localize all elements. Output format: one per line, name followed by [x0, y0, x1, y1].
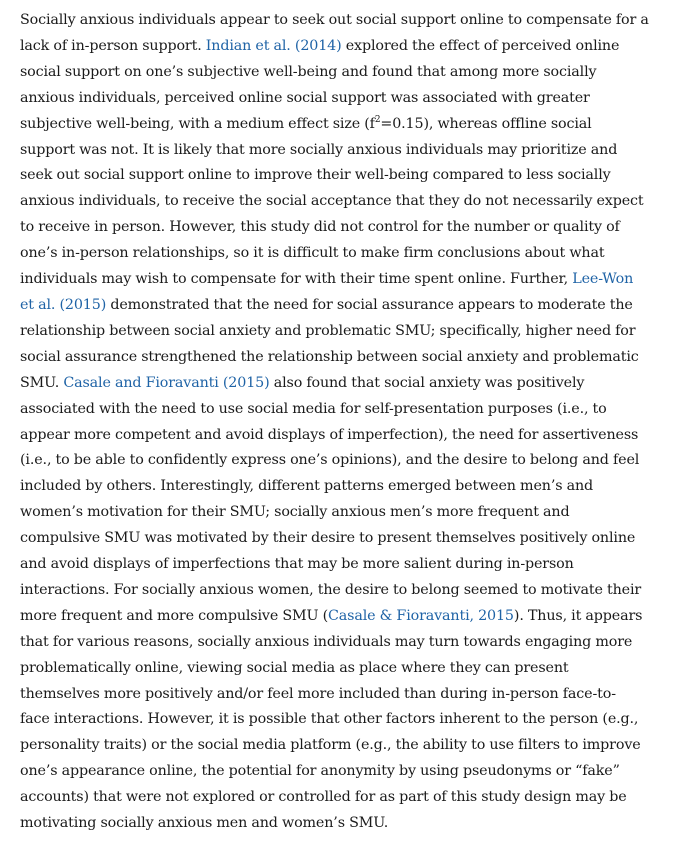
text-line — [20, 163, 680, 189]
text-line — [20, 682, 680, 708]
text-line — [20, 319, 680, 345]
text-segment: more frequent and more compulsive SMU ( — [20, 607, 328, 624]
text-line — [20, 345, 680, 371]
text-segment: subjective well-being, with a medium effect size (f — [20, 115, 375, 132]
text-line — [20, 397, 680, 423]
citation-link[interactable]: Indian et al. (2014) — [205, 37, 342, 54]
text-line — [20, 371, 680, 397]
text-segment: social support on one’s subjective well-being and found that among more socially — [20, 63, 597, 80]
text-segment: explored the effect of perceived online — [341, 37, 620, 54]
text-line — [20, 112, 680, 138]
text-line — [20, 759, 680, 785]
text-line — [20, 500, 680, 526]
citation-link[interactable]: et al. (2015) — [20, 296, 107, 313]
text-line — [20, 215, 680, 241]
text-segment: women’s motivation for their SMU; socially anxious men’s more frequent and — [20, 504, 570, 521]
text-segment: anxious individuals, to receive the social acceptance that they do not necessarily expect — [20, 193, 644, 210]
text-segment: that for various reasons, socially anxious individuals may turn towards engaging more — [20, 633, 633, 650]
text-segment: appear more competent and avoid displays of imperfection), the need for assertiveness — [20, 426, 639, 443]
body-paragraph — [20, 8, 680, 837]
citation-link[interactable]: Casale and Fioravanti (2015) — [63, 374, 270, 391]
text-segment: and avoid displays of imperfections that may be more salient during in-person — [20, 556, 574, 573]
text-segment: to receive in person. However, this study did not control for the number or quality of — [20, 219, 620, 236]
text-segment: personality traits) or the social media platform (e.g., the ability to use filters to improve — [20, 737, 641, 754]
text-segment: relationship between social anxiety and problematic SMU; specifically, higher need for — [20, 322, 636, 339]
text-line — [20, 811, 680, 837]
text-line — [20, 785, 680, 811]
text-line — [20, 474, 680, 500]
superscript: 2 — [374, 114, 381, 125]
text-segment: compulsive SMU was motivated by their desire to present themselves positively online — [20, 530, 636, 547]
text-line — [20, 552, 680, 578]
text-segment: social assurance strengthened the relationship between social anxiety and problematic — [20, 348, 639, 365]
text-line — [20, 8, 680, 34]
text-segment: themselves more positively and/or feel more included than during in-person face-to- — [20, 685, 616, 702]
text-line — [20, 34, 680, 60]
text-line — [20, 656, 680, 682]
text-segment: (i.e., to be able to confidently express one’s opinions), and the desire to belong and feel — [20, 452, 640, 469]
text-segment: support was not. It is likely that more socially anxious individuals may prioritize and — [20, 141, 618, 158]
text-segment: motivating socially anxious men and women’s SMU. — [20, 815, 389, 832]
text-line — [20, 604, 680, 630]
text-segment: anxious individuals, perceived online social support was associated with greater — [20, 89, 590, 106]
text-line — [20, 630, 680, 656]
text-line — [20, 189, 680, 215]
text-segment: also found that social anxiety was positively — [269, 374, 585, 391]
citation-link[interactable]: Lee-Won — [572, 271, 634, 288]
text-line — [20, 423, 680, 449]
text-line — [20, 578, 680, 604]
text-segment: face interactions. However, it is possible that other factors inherent to the person (e.g., — [20, 711, 639, 728]
text-line — [20, 448, 680, 474]
text-line — [20, 733, 680, 759]
text-segment: lack of in-person support. — [20, 37, 206, 54]
text-segment: included by others. Interestingly, different patterns emerged between men’s and — [20, 478, 594, 495]
text-segment: =0.15), whereas offline social — [380, 115, 592, 132]
text-segment: accounts) that were not explored or controlled for as part of this study design may be — [20, 789, 627, 806]
text-line — [20, 86, 680, 112]
text-segment: seek out social support online to improve their well-being compared to less socially — [20, 167, 611, 184]
citation-link[interactable]: Casale & Fioravanti, 2015 — [328, 607, 514, 624]
text-line — [20, 293, 680, 319]
text-line — [20, 138, 680, 164]
text-segment: interactions. For socially anxious women, the desire to belong seemed to motivate their — [20, 581, 642, 598]
text-segment: SMU. — [20, 374, 64, 391]
text-segment: demonstrated that the need for social assurance appears to moderate the — [106, 296, 633, 313]
text-line — [20, 60, 680, 86]
text-segment: individuals may wish to compensate for with their time spent online. Further, — [20, 271, 573, 288]
text-segment: one’s appearance online, the potential for anonymity by using pseudonyms or “fake” — [20, 763, 620, 780]
text-line — [20, 707, 680, 733]
text-segment: one’s in-person relationships, so it is difficult to make firm conclusions about what — [20, 245, 605, 262]
text-segment: ). Thus, it appears — [513, 607, 643, 624]
text-line — [20, 241, 680, 267]
text-segment: problematically online, viewing social media as place where they can present — [20, 659, 569, 676]
text-line — [20, 267, 680, 293]
text-line — [20, 526, 680, 552]
text-segment: associated with the need to use social media for self-presentation purposes (i.e., to — [20, 400, 607, 417]
text-segment: Socially anxious individuals appear to seek out social support online to compensate for a — [20, 12, 649, 28]
